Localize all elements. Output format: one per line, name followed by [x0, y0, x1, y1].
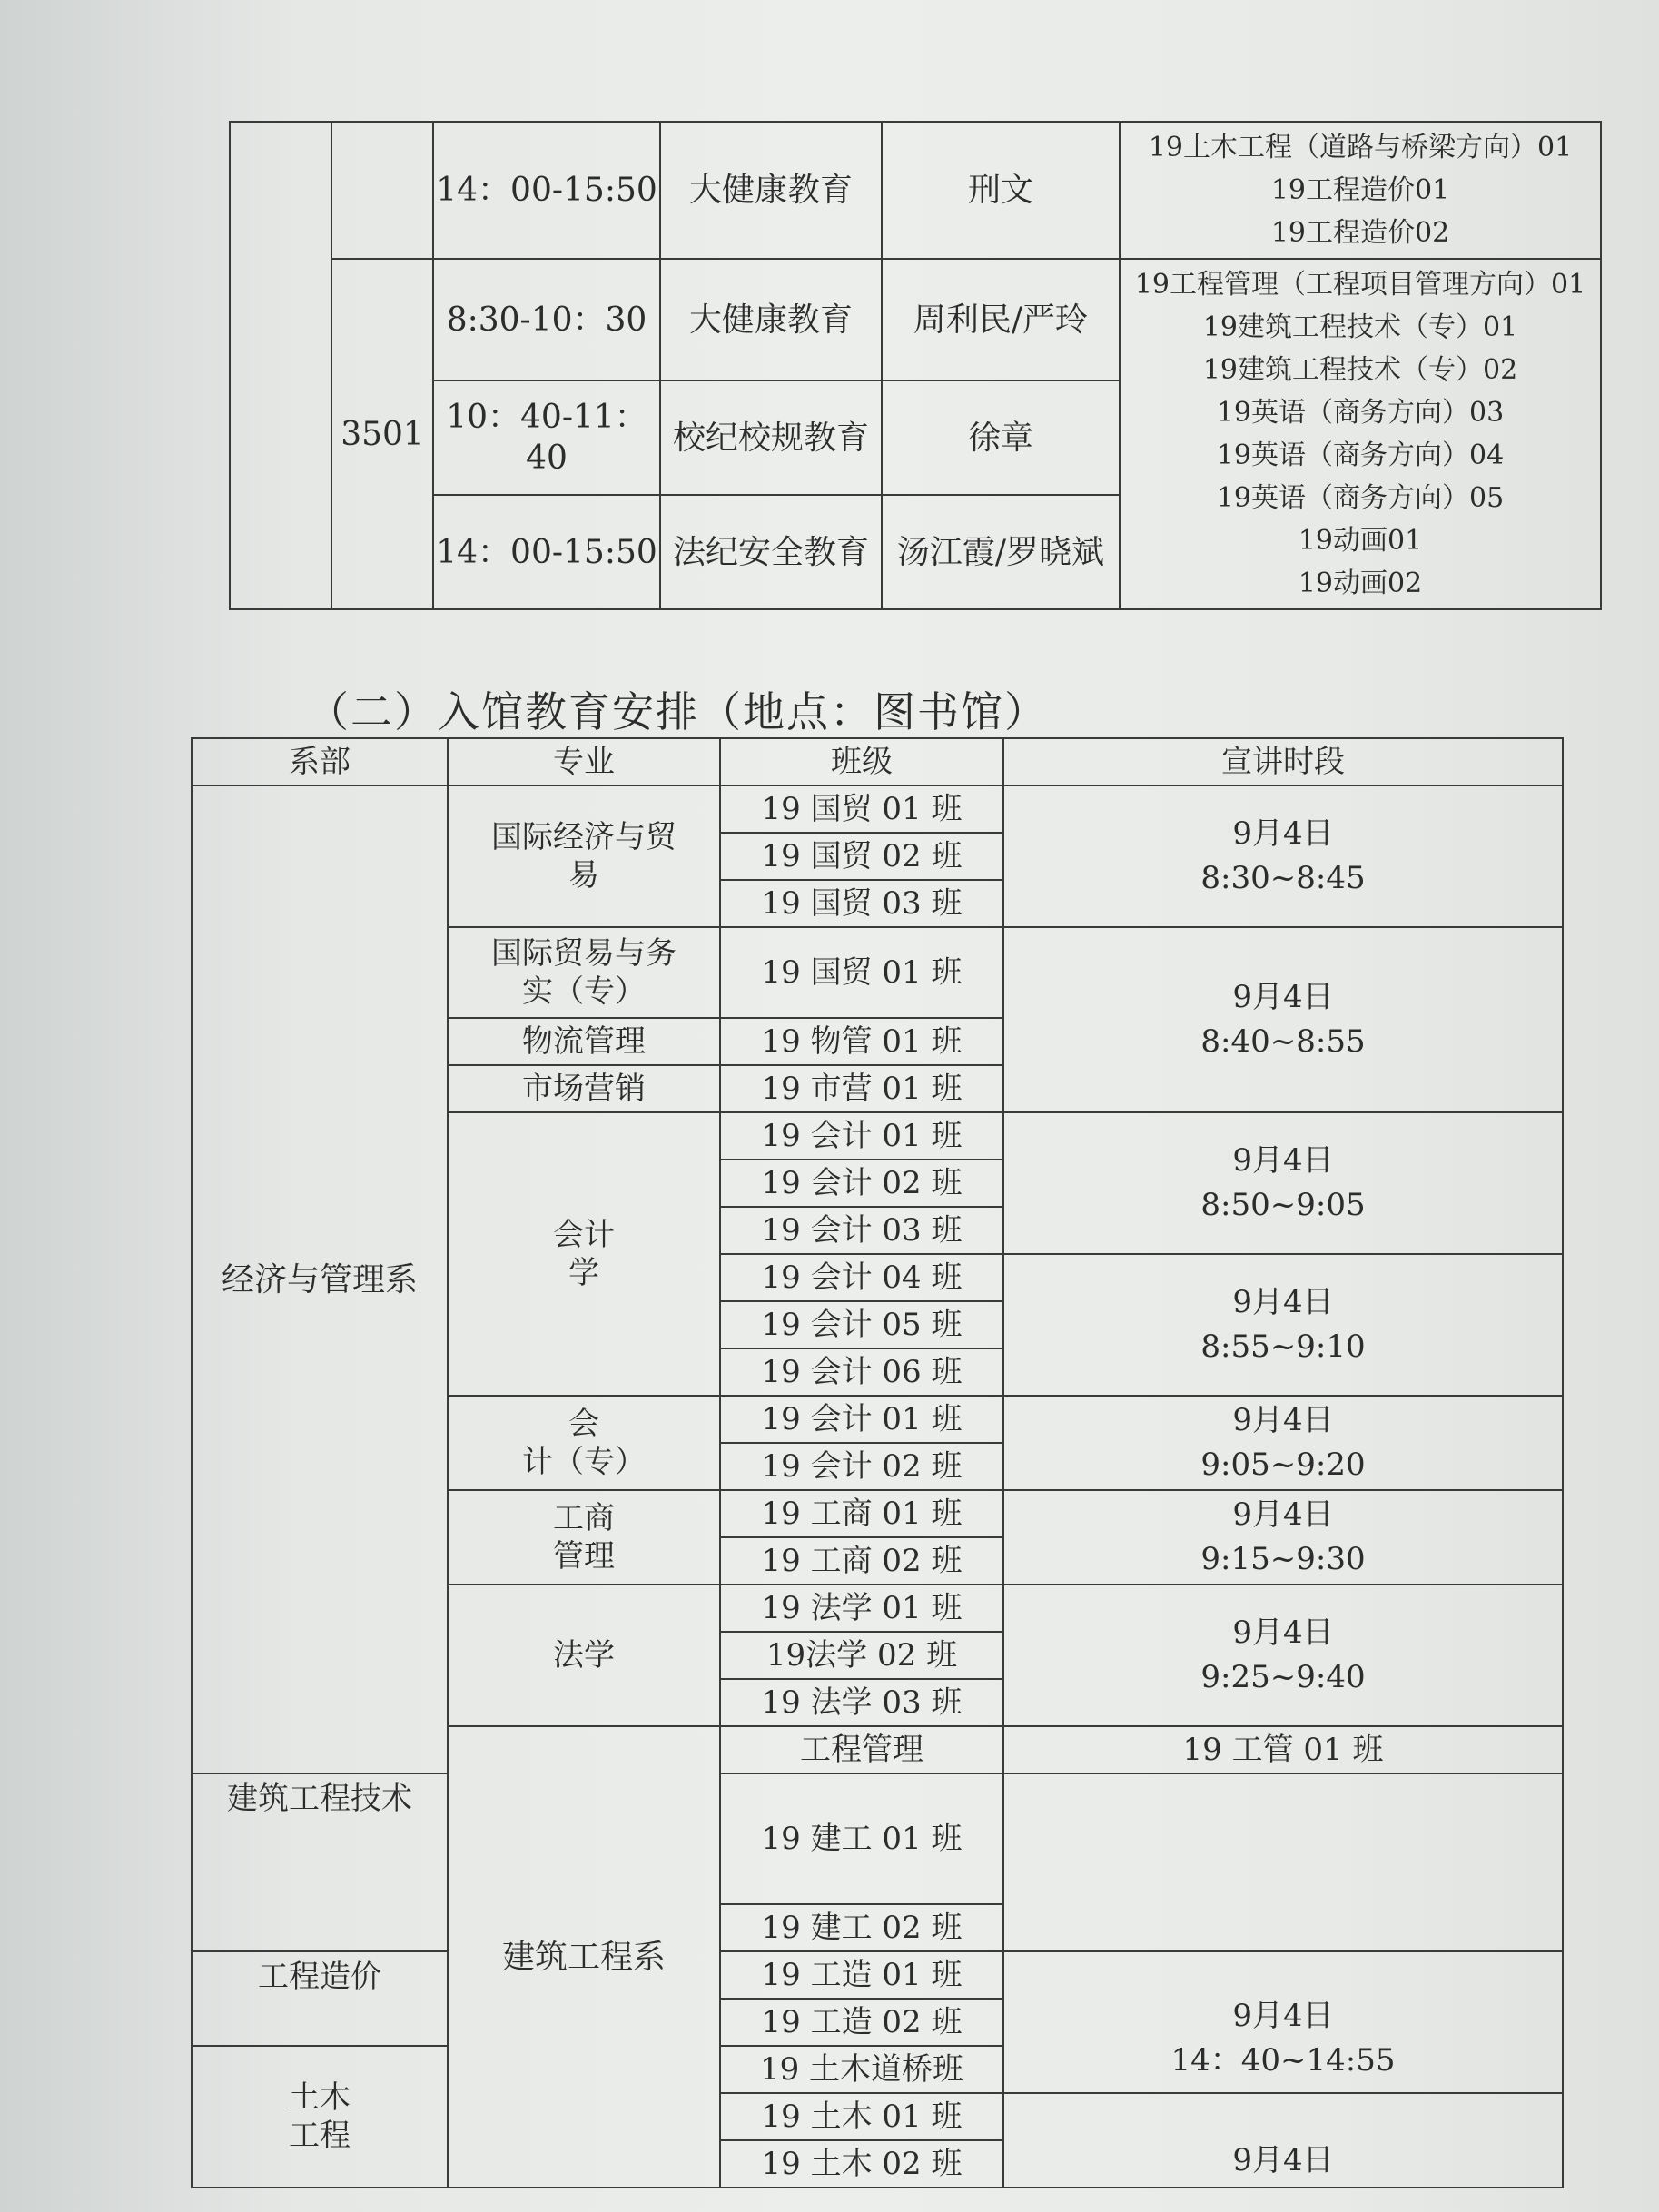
class-line: 19工程管理（工程项目管理方向）01	[1134, 269, 1586, 301]
schedule-table	[229, 121, 1602, 610]
header-class: 班级	[720, 738, 1003, 785]
time-cell: 8:30-10：30	[433, 259, 660, 380]
class-cell: 19 国贸 01 班	[720, 785, 1003, 833]
slot-cell	[1003, 1585, 1563, 1726]
slot-date: 9月4日	[1232, 2142, 1334, 2179]
slot-time: 8:30~8:45	[1200, 860, 1366, 896]
classes-cell	[1120, 122, 1601, 259]
table-row	[192, 1951, 1563, 1999]
teacher-cell: 刑文	[882, 122, 1120, 259]
library-schedule-table	[191, 737, 1564, 2188]
time-cell: 14：00-15:50	[433, 122, 660, 259]
class-cell: 19 工管 01 班	[1003, 1726, 1563, 1773]
major-line: 工程	[289, 2118, 351, 2155]
class-cell: 19 会计 02 班	[720, 1160, 1003, 1207]
class-cell: 19 法学 03 班	[720, 1679, 1003, 1726]
class-cell: 19 物管 01 班	[720, 1018, 1003, 1065]
header-slot: 宣讲时段	[1003, 738, 1563, 785]
slot-cell	[1003, 1254, 1563, 1396]
section-heading: （二）入馆教育安排（地点：图书馆）	[307, 687, 1048, 736]
major-cell: 建筑工程技术	[192, 1773, 448, 1951]
major-cell	[192, 2046, 448, 2187]
class-cell: 19 土木道桥班	[720, 2046, 1003, 2093]
dept-cell: 经济与管理系	[192, 785, 448, 1773]
classes-cell	[1120, 259, 1601, 609]
course-cell: 校纪校规教育	[660, 380, 882, 495]
class-cell: 19 建工 02 班	[720, 1904, 1003, 1951]
teacher-cell: 徐章	[882, 380, 1120, 495]
class-line: 19工程造价01	[1270, 174, 1450, 206]
slot-time: 14：40~14:55	[1170, 2042, 1396, 2079]
class-line: 19建筑工程技术（专）02	[1202, 354, 1518, 386]
slot-time: 9:15~9:30	[1200, 1541, 1366, 1577]
table-header-row	[192, 738, 1563, 785]
header-dept: 系部	[192, 738, 448, 785]
major-cell: 工程造价	[192, 1951, 448, 2046]
slot-date: 9月4日	[1232, 815, 1334, 852]
major-line: 会计	[553, 1216, 615, 1253]
slot-date: 9月4日	[1232, 1401, 1334, 1438]
teacher-cell: 周利民/严玲	[882, 259, 1120, 380]
class-cell: 19 会计 01 班	[720, 1112, 1003, 1160]
class-cell: 19法学 02 班	[720, 1632, 1003, 1679]
blank-cell	[230, 122, 331, 609]
slot-cell	[1003, 1112, 1563, 1254]
class-cell: 19 土木 01 班	[720, 2093, 1003, 2140]
class-line: 19动画01	[1298, 525, 1423, 557]
slot-date: 9月4日	[1232, 1141, 1334, 1179]
slot-date: 9月4日	[1232, 1997, 1334, 2034]
slot-date: 9月4日	[1232, 1283, 1334, 1320]
major-line: 计（专）	[522, 1444, 646, 1480]
slot-cell	[1003, 927, 1563, 1112]
slot-cell	[1003, 2093, 1563, 2187]
major-line: 学	[568, 1255, 599, 1291]
slot-time: 9:25~9:40	[1200, 1659, 1366, 1695]
class-line: 19英语（商务方向）04	[1216, 439, 1505, 471]
major-line: 国际经济与贸	[491, 818, 676, 855]
slot-date: 9月4日	[1232, 978, 1334, 1015]
slot-time: 8:55~9:10	[1200, 1328, 1366, 1365]
course-cell: 法纪安全教育	[660, 495, 882, 609]
class-cell: 19 国贸 02 班	[720, 833, 1003, 880]
slot-date: 9月4日	[1232, 1614, 1334, 1651]
major-line: 国际贸易与务	[491, 934, 676, 972]
class-cell: 19 工造 01 班	[720, 1951, 1003, 1999]
class-cell: 19 会计 03 班	[720, 1207, 1003, 1254]
class-cell: 19 工商 01 班	[720, 1490, 1003, 1537]
slot-time: 8:50~9:05	[1200, 1187, 1366, 1223]
class-cell: 19 土木 02 班	[720, 2140, 1003, 2187]
course-cell: 大健康教育	[660, 259, 882, 380]
class-line: 19英语（商务方向）05	[1216, 482, 1505, 514]
slot-time: 8:40~8:55	[1200, 1023, 1366, 1060]
slot-date: 9月4日	[1232, 1496, 1334, 1533]
class-cell: 19 市营 01 班	[720, 1065, 1003, 1112]
header-major: 专业	[448, 738, 720, 785]
class-cell: 19 会计 04 班	[720, 1254, 1003, 1301]
major-line: 工商	[553, 1499, 615, 1536]
slot-time: 9:05~9:20	[1200, 1447, 1366, 1483]
class-line: 19建筑工程技术（专）01	[1202, 311, 1518, 343]
class-cell: 19 国贸 01 班	[720, 927, 1003, 1018]
slot-cell	[1003, 1951, 1563, 2093]
slot-cell	[1003, 1490, 1563, 1585]
major-cell: 法学	[448, 1585, 720, 1726]
slot-cell	[1003, 1396, 1563, 1490]
table-row	[192, 1773, 1563, 1904]
class-line: 19工程造价02	[1270, 217, 1450, 249]
course-cell: 大健康教育	[660, 122, 882, 259]
major-cell	[448, 1396, 720, 1490]
class-line: 19英语（商务方向）03	[1216, 397, 1505, 429]
table-row	[192, 785, 1563, 833]
teacher-cell: 汤江霞/罗晓斌	[882, 495, 1120, 609]
class-cell: 19 工商 02 班	[720, 1537, 1003, 1585]
room-cell: 3501	[331, 259, 433, 609]
major-line: 会	[568, 1405, 599, 1442]
class-cell: 19 工造 02 班	[720, 1999, 1003, 2046]
table-row	[230, 259, 1601, 380]
major-line: 管理	[553, 1538, 615, 1575]
class-cell: 19 会计 05 班	[720, 1301, 1003, 1348]
major-cell	[448, 927, 720, 1018]
major-cell: 工程管理	[720, 1726, 1003, 1773]
table-row	[230, 122, 1601, 259]
major-cell: 市场营销	[448, 1065, 720, 1112]
class-cell: 19 建工 01 班	[720, 1773, 1003, 1904]
time-cell: 14：00-15:50	[433, 495, 660, 609]
major-cell	[448, 1112, 720, 1396]
class-cell: 19 会计 01 班	[720, 1396, 1003, 1443]
major-line: 土木	[289, 2079, 351, 2116]
major-cell	[448, 1490, 720, 1585]
dept-cell: 建筑工程系	[448, 1726, 720, 2187]
blank-cell	[331, 122, 433, 259]
time-cell: 10：40-11：40	[433, 380, 660, 495]
class-cell: 19 法学 01 班	[720, 1585, 1003, 1632]
major-line: 易	[568, 857, 599, 894]
major-cell: 物流管理	[448, 1018, 720, 1065]
major-line: 实（专）	[522, 973, 646, 1010]
class-cell: 19 国贸 03 班	[720, 880, 1003, 927]
class-cell: 19 会计 02 班	[720, 1443, 1003, 1490]
class-line: 19动画02	[1298, 568, 1423, 599]
major-cell	[448, 785, 720, 927]
slot-cell	[1003, 785, 1563, 927]
class-cell: 19 会计 06 班	[720, 1348, 1003, 1396]
class-line: 19土木工程（道路与桥梁方向）01	[1148, 132, 1573, 163]
